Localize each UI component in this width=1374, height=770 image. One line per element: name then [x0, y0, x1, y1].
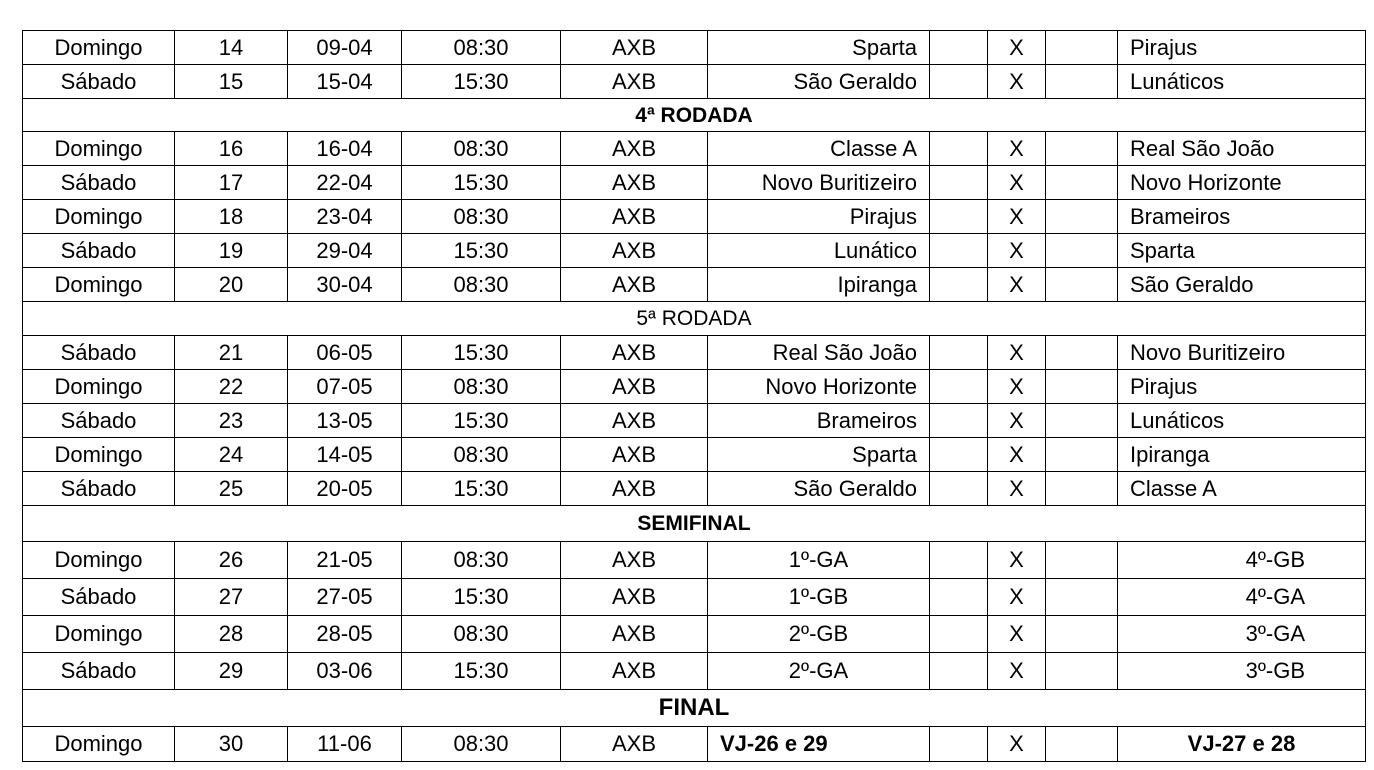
- match-type-cell: AXB: [561, 653, 708, 690]
- day-cell: Domingo: [23, 542, 175, 579]
- spacer-cell: [930, 472, 988, 506]
- spacer-cell: [1046, 616, 1118, 653]
- round-title: FINAL: [23, 690, 1366, 727]
- day-cell: Sábado: [23, 234, 175, 268]
- match-row: [23, 579, 1366, 616]
- spacer-cell: [930, 438, 988, 472]
- home-team-cell: Sparta: [708, 438, 930, 472]
- match-row: [23, 234, 1366, 268]
- spacer-cell: [930, 336, 988, 370]
- spacer-cell: [930, 370, 988, 404]
- match-row: [23, 370, 1366, 404]
- versus-cell: X: [988, 132, 1046, 166]
- versus-cell: X: [988, 268, 1046, 302]
- date-cell: 11-06: [288, 727, 402, 762]
- versus-cell: X: [988, 579, 1046, 616]
- versus-cell: X: [988, 31, 1046, 65]
- time-cell: 08:30: [402, 268, 561, 302]
- spacer-cell: [1046, 200, 1118, 234]
- time-cell: 08:30: [402, 31, 561, 65]
- match-type-cell: AXB: [561, 166, 708, 200]
- versus-cell: X: [988, 542, 1046, 579]
- date-cell: 13-05: [288, 404, 402, 438]
- versus-cell: X: [988, 234, 1046, 268]
- away-team-cell: Ipiranga: [1118, 438, 1366, 472]
- match-type-cell: AXB: [561, 336, 708, 370]
- away-team-cell: Pirajus: [1118, 370, 1366, 404]
- date-cell: 06-05: [288, 336, 402, 370]
- spacer-cell: [930, 31, 988, 65]
- spacer-cell: [1046, 132, 1118, 166]
- spacer-cell: [930, 653, 988, 690]
- home-team-cell: Novo Horizonte: [708, 370, 930, 404]
- home-team-cell: 1º-GB: [708, 579, 930, 616]
- versus-cell: X: [988, 370, 1046, 404]
- day-cell: Domingo: [23, 268, 175, 302]
- day-cell: Sábado: [23, 166, 175, 200]
- versus-cell: X: [988, 336, 1046, 370]
- spacer-cell: [930, 166, 988, 200]
- game-number-cell: 16: [175, 132, 288, 166]
- date-cell: 29-04: [288, 234, 402, 268]
- match-row: [23, 336, 1366, 370]
- home-team-cell: São Geraldo: [708, 472, 930, 506]
- match-row: [23, 438, 1366, 472]
- home-team-cell: Lunático: [708, 234, 930, 268]
- match-row: [23, 200, 1366, 234]
- date-cell: 20-05: [288, 472, 402, 506]
- match-row: [23, 653, 1366, 690]
- game-number-cell: 25: [175, 472, 288, 506]
- time-cell: 15:30: [402, 472, 561, 506]
- match-type-cell: AXB: [561, 438, 708, 472]
- spacer-cell: [1046, 472, 1118, 506]
- spacer-cell: [1046, 65, 1118, 99]
- date-cell: 14-05: [288, 438, 402, 472]
- round-header-row: [23, 506, 1366, 542]
- spacer-cell: [1046, 404, 1118, 438]
- time-cell: 15:30: [402, 65, 561, 99]
- home-team-cell: São Geraldo: [708, 65, 930, 99]
- time-cell: 15:30: [402, 579, 561, 616]
- match-type-cell: AXB: [561, 616, 708, 653]
- away-team-cell: São Geraldo: [1118, 268, 1366, 302]
- game-number-cell: 18: [175, 200, 288, 234]
- game-number-cell: 22: [175, 370, 288, 404]
- round-header-row: [23, 99, 1366, 132]
- round-title: SEMIFINAL: [23, 506, 1366, 542]
- day-cell: Sábado: [23, 404, 175, 438]
- match-type-cell: AXB: [561, 31, 708, 65]
- spacer-cell: [930, 579, 988, 616]
- match-row: [23, 166, 1366, 200]
- home-team-cell: Classe A: [708, 132, 930, 166]
- spacer-cell: [930, 200, 988, 234]
- schedule-body: [23, 31, 1366, 762]
- away-team-cell: Pirajus: [1118, 31, 1366, 65]
- match-row: [23, 268, 1366, 302]
- match-row: [23, 132, 1366, 166]
- spacer-cell: [1046, 370, 1118, 404]
- away-team-cell: 4º-GB: [1118, 542, 1366, 579]
- day-cell: Sábado: [23, 65, 175, 99]
- spacer-cell: [930, 268, 988, 302]
- time-cell: 15:30: [402, 166, 561, 200]
- match-type-cell: AXB: [561, 65, 708, 99]
- day-cell: Domingo: [23, 727, 175, 762]
- day-cell: Sábado: [23, 472, 175, 506]
- spacer-cell: [1046, 727, 1118, 762]
- home-team-cell: 1º-GA: [708, 542, 930, 579]
- match-row: [23, 616, 1366, 653]
- versus-cell: X: [988, 65, 1046, 99]
- spacer-cell: [1046, 31, 1118, 65]
- match-type-cell: AXB: [561, 132, 708, 166]
- versus-cell: X: [988, 616, 1046, 653]
- match-type-cell: AXB: [561, 472, 708, 506]
- game-number-cell: 23: [175, 404, 288, 438]
- time-cell: 15:30: [402, 404, 561, 438]
- day-cell: Domingo: [23, 31, 175, 65]
- match-type-cell: AXB: [561, 200, 708, 234]
- versus-cell: X: [988, 727, 1046, 762]
- match-row: [23, 542, 1366, 579]
- date-cell: 09-04: [288, 31, 402, 65]
- spacer-cell: [1046, 166, 1118, 200]
- time-cell: 08:30: [402, 370, 561, 404]
- spacer-cell: [1046, 234, 1118, 268]
- away-team-cell: Classe A: [1118, 472, 1366, 506]
- match-type-cell: AXB: [561, 727, 708, 762]
- day-cell: Sábado: [23, 336, 175, 370]
- time-cell: 15:30: [402, 234, 561, 268]
- home-team-cell: Real São João: [708, 336, 930, 370]
- time-cell: 15:30: [402, 336, 561, 370]
- match-row: [23, 404, 1366, 438]
- date-cell: 28-05: [288, 616, 402, 653]
- versus-cell: X: [988, 404, 1046, 438]
- time-cell: 15:30: [402, 653, 561, 690]
- round-header-row: [23, 302, 1366, 336]
- game-number-cell: 21: [175, 336, 288, 370]
- time-cell: 08:30: [402, 132, 561, 166]
- game-number-cell: 27: [175, 579, 288, 616]
- date-cell: 15-04: [288, 65, 402, 99]
- day-cell: Domingo: [23, 200, 175, 234]
- versus-cell: X: [988, 653, 1046, 690]
- spacer-cell: [930, 727, 988, 762]
- spacer-cell: [930, 404, 988, 438]
- versus-cell: X: [988, 438, 1046, 472]
- date-cell: 22-04: [288, 166, 402, 200]
- day-cell: Domingo: [23, 370, 175, 404]
- away-team-cell: Novo Buritizeiro: [1118, 336, 1366, 370]
- home-team-cell: Pirajus: [708, 200, 930, 234]
- day-cell: Domingo: [23, 438, 175, 472]
- spacer-cell: [930, 616, 988, 653]
- match-schedule-table: [22, 30, 1366, 762]
- time-cell: 08:30: [402, 727, 561, 762]
- away-team-cell: 3º-GA: [1118, 616, 1366, 653]
- match-row: [23, 727, 1366, 762]
- away-team-cell: Real São João: [1118, 132, 1366, 166]
- home-team-cell: 2º-GB: [708, 616, 930, 653]
- match-type-cell: AXB: [561, 542, 708, 579]
- game-number-cell: 29: [175, 653, 288, 690]
- spacer-cell: [1046, 653, 1118, 690]
- time-cell: 08:30: [402, 542, 561, 579]
- day-cell: Domingo: [23, 616, 175, 653]
- home-team-cell: Brameiros: [708, 404, 930, 438]
- game-number-cell: 14: [175, 31, 288, 65]
- match-row: [23, 31, 1366, 65]
- match-row: [23, 65, 1366, 99]
- date-cell: 03-06: [288, 653, 402, 690]
- round-title: 4ª RODADA: [23, 99, 1366, 132]
- date-cell: 27-05: [288, 579, 402, 616]
- round-title: 5ª RODADA: [23, 302, 1366, 336]
- home-team-cell: Ipiranga: [708, 268, 930, 302]
- game-number-cell: 17: [175, 166, 288, 200]
- spacer-cell: [1046, 336, 1118, 370]
- away-team-cell: Sparta: [1118, 234, 1366, 268]
- spacer-cell: [1046, 268, 1118, 302]
- game-number-cell: 15: [175, 65, 288, 99]
- spacer-cell: [930, 132, 988, 166]
- versus-cell: X: [988, 472, 1046, 506]
- day-cell: Sábado: [23, 653, 175, 690]
- spacer-cell: [930, 65, 988, 99]
- match-type-cell: AXB: [561, 268, 708, 302]
- game-number-cell: 19: [175, 234, 288, 268]
- match-type-cell: AXB: [561, 370, 708, 404]
- versus-cell: X: [988, 166, 1046, 200]
- date-cell: 16-04: [288, 132, 402, 166]
- time-cell: 08:30: [402, 616, 561, 653]
- game-number-cell: 28: [175, 616, 288, 653]
- home-team-cell: VJ-26 e 29: [708, 727, 930, 762]
- date-cell: 07-05: [288, 370, 402, 404]
- game-number-cell: 26: [175, 542, 288, 579]
- away-team-cell: 3º-GB: [1118, 653, 1366, 690]
- away-team-cell: Lunáticos: [1118, 65, 1366, 99]
- spacer-cell: [1046, 438, 1118, 472]
- date-cell: 23-04: [288, 200, 402, 234]
- match-type-cell: AXB: [561, 579, 708, 616]
- home-team-cell: Sparta: [708, 31, 930, 65]
- time-cell: 08:30: [402, 200, 561, 234]
- game-number-cell: 20: [175, 268, 288, 302]
- game-number-cell: 24: [175, 438, 288, 472]
- match-row: [23, 472, 1366, 506]
- away-team-cell: Lunáticos: [1118, 404, 1366, 438]
- away-team-cell: VJ-27 e 28: [1118, 727, 1366, 762]
- game-number-cell: 30: [175, 727, 288, 762]
- date-cell: 30-04: [288, 268, 402, 302]
- home-team-cell: Novo Buritizeiro: [708, 166, 930, 200]
- away-team-cell: 4º-GA: [1118, 579, 1366, 616]
- spacer-cell: [1046, 542, 1118, 579]
- away-team-cell: Brameiros: [1118, 200, 1366, 234]
- home-team-cell: 2º-GA: [708, 653, 930, 690]
- time-cell: 08:30: [402, 438, 561, 472]
- date-cell: 21-05: [288, 542, 402, 579]
- spacer-cell: [930, 542, 988, 579]
- spacer-cell: [930, 234, 988, 268]
- match-type-cell: AXB: [561, 234, 708, 268]
- away-team-cell: Novo Horizonte: [1118, 166, 1366, 200]
- spacer-cell: [1046, 579, 1118, 616]
- day-cell: Sábado: [23, 579, 175, 616]
- round-header-row: [23, 690, 1366, 727]
- match-type-cell: AXB: [561, 404, 708, 438]
- day-cell: Domingo: [23, 132, 175, 166]
- versus-cell: X: [988, 200, 1046, 234]
